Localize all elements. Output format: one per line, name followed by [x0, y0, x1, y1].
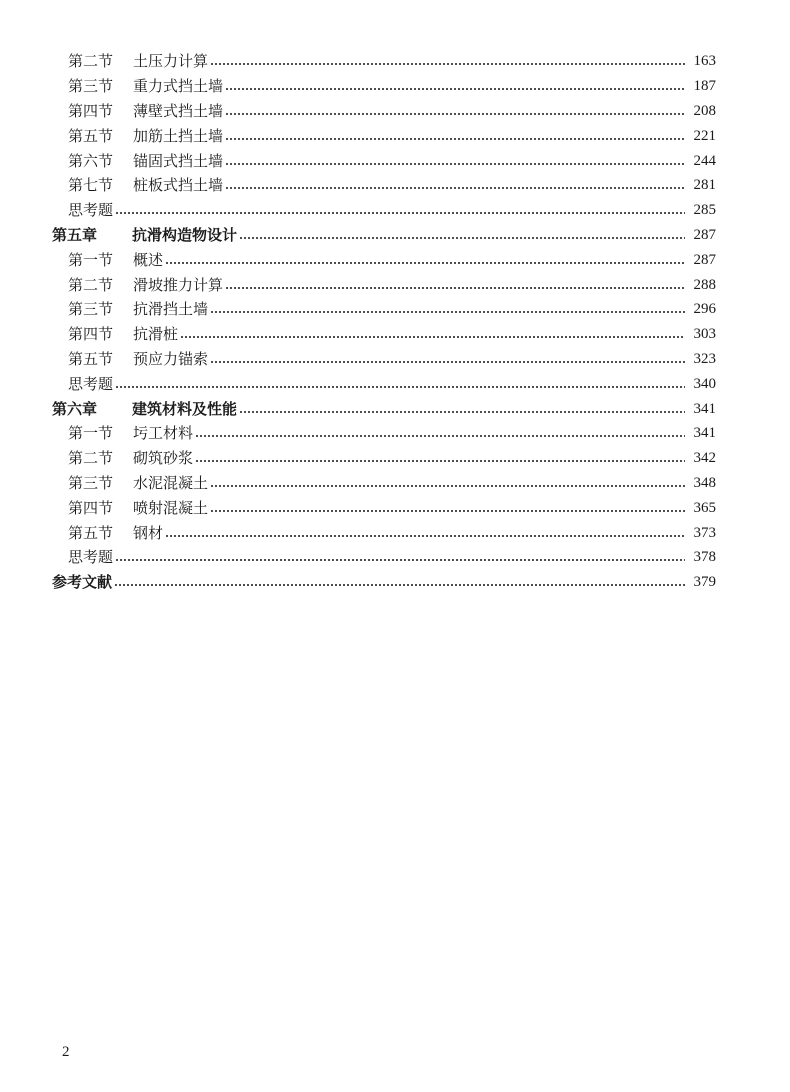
section-number: 第二节 [68, 275, 114, 294]
toc-page-number: 281 [693, 177, 716, 194]
toc-entry-title: 思考题 [68, 201, 114, 220]
dot-leader [195, 459, 685, 463]
dot-leader [195, 434, 685, 438]
toc-page-number: 373 [693, 524, 716, 541]
page-number-footer: 2 [62, 1044, 70, 1060]
dot-leader [225, 87, 685, 91]
toc-entry-title: 参考文献 [52, 573, 113, 592]
toc-page-number: 221 [693, 127, 716, 144]
toc-page-number: 208 [693, 102, 716, 119]
toc-entry-section[interactable] [0, 347, 790, 372]
toc-page-number: 287 [693, 226, 716, 243]
toc-entry-review[interactable] [0, 198, 790, 223]
toc-entry-review[interactable] [0, 545, 790, 570]
toc-entry-title: 抗滑构造物设计 [132, 225, 238, 244]
toc-entry-title: 抗滑桩 [133, 325, 179, 344]
section-number: 第五节 [68, 126, 114, 145]
toc-entry-title: 建筑材料及性能 [132, 399, 238, 418]
dot-leader [239, 236, 685, 240]
toc-entry-title: 概述 [133, 250, 164, 269]
section-number: 第三节 [68, 473, 114, 492]
dot-leader [210, 509, 685, 513]
toc-entry-title: 抗滑挡土墙 [133, 300, 209, 319]
toc-entry-title: 锚固式挡土墙 [133, 151, 224, 170]
section-number: 第一节 [68, 250, 114, 269]
section-number: 第四节 [68, 498, 114, 517]
toc-entry-title: 钢材 [133, 523, 164, 542]
dot-leader [225, 137, 685, 141]
toc-entry-review[interactable] [0, 371, 790, 396]
dot-leader [180, 335, 685, 339]
toc-page-number: 342 [693, 450, 716, 467]
dot-leader [210, 360, 685, 364]
toc-entry-section[interactable] [0, 495, 790, 520]
toc-entry-title: 思考题 [68, 548, 114, 567]
section-number: 第二节 [68, 449, 114, 468]
toc-entry-section[interactable] [0, 272, 790, 297]
section-number: 第一节 [68, 424, 114, 443]
toc-entry-title: 思考题 [68, 374, 114, 393]
toc-entry-title: 水泥混凝土 [133, 473, 209, 492]
section-number: 第四节 [68, 325, 114, 344]
toc-page-number: 378 [693, 549, 716, 566]
toc-entry-title: 喷射混凝土 [133, 498, 209, 517]
toc-entry-section[interactable] [0, 99, 790, 124]
section-number: 第四节 [68, 101, 114, 120]
dot-leader [225, 112, 685, 116]
toc-page-number: 379 [693, 574, 716, 591]
toc-page-number: 296 [693, 301, 716, 318]
toc-page-number: 348 [693, 474, 716, 491]
toc-entry-refs[interactable] [0, 570, 790, 595]
dot-leader [225, 186, 685, 190]
toc-entry-section[interactable] [0, 471, 790, 496]
toc-page-number: 244 [693, 152, 716, 169]
toc-entry-section[interactable] [0, 49, 790, 74]
toc-entry-section[interactable] [0, 247, 790, 272]
toc-entry-title: 滑坡推力计算 [133, 275, 224, 294]
toc-page-number: 163 [693, 53, 716, 70]
toc-page-number: 365 [693, 499, 716, 516]
toc-entry-section[interactable] [0, 297, 790, 322]
dot-leader [210, 484, 685, 488]
toc-page-number: 187 [693, 78, 716, 95]
toc-entry-title: 加筋土挡土墙 [133, 126, 224, 145]
toc-entry-title: 薄壁式挡土墙 [133, 101, 224, 120]
dot-leader [165, 261, 685, 265]
dot-leader [115, 385, 685, 389]
toc-entry-section[interactable] [0, 148, 790, 173]
chapter-number: 第六章 [52, 399, 98, 418]
dot-leader [115, 558, 685, 562]
toc-entry-section[interactable] [0, 173, 790, 198]
toc-page-number: 340 [693, 375, 716, 392]
dot-leader [239, 410, 685, 414]
toc-entry-title: 桩板式挡土墙 [133, 176, 224, 195]
section-number: 第三节 [68, 300, 114, 319]
toc-entry-section[interactable] [0, 446, 790, 471]
toc-page-number: 303 [693, 326, 716, 343]
toc-entry-section[interactable] [0, 322, 790, 347]
dot-leader [210, 310, 685, 314]
section-number: 第二节 [68, 52, 114, 71]
toc-page-number: 285 [693, 202, 716, 219]
table-of-contents [0, 49, 790, 595]
dot-leader [210, 62, 685, 66]
toc-entry-title: 重力式挡土墙 [133, 77, 224, 96]
toc-entry-title: 砌筑砂浆 [133, 449, 194, 468]
toc-page-number: 323 [693, 350, 716, 367]
toc-entry-section[interactable] [0, 74, 790, 99]
toc-page-number: 287 [693, 251, 716, 268]
section-number: 第六节 [68, 151, 114, 170]
chapter-number: 第五章 [52, 225, 98, 244]
dot-leader [114, 583, 685, 587]
dot-leader [165, 534, 685, 538]
toc-entry-title: 土压力计算 [133, 52, 209, 71]
section-number: 第三节 [68, 77, 114, 96]
section-number: 第五节 [68, 523, 114, 542]
toc-page-number: 341 [693, 400, 716, 417]
toc-page-number: 341 [693, 425, 716, 442]
toc-entry-section[interactable] [0, 123, 790, 148]
dot-leader [225, 162, 685, 166]
dot-leader [225, 286, 685, 290]
toc-page-number: 288 [693, 276, 716, 293]
toc-entry-section[interactable] [0, 421, 790, 446]
toc-entry-chapter[interactable] [0, 223, 790, 248]
section-number: 第七节 [68, 176, 114, 195]
dot-leader [115, 211, 685, 215]
toc-entry-title: 圬工材料 [133, 424, 194, 443]
toc-entry-section[interactable] [0, 520, 790, 545]
section-number: 第五节 [68, 349, 114, 368]
toc-entry-title: 预应力锚索 [133, 349, 209, 368]
toc-entry-chapter[interactable] [0, 396, 790, 421]
